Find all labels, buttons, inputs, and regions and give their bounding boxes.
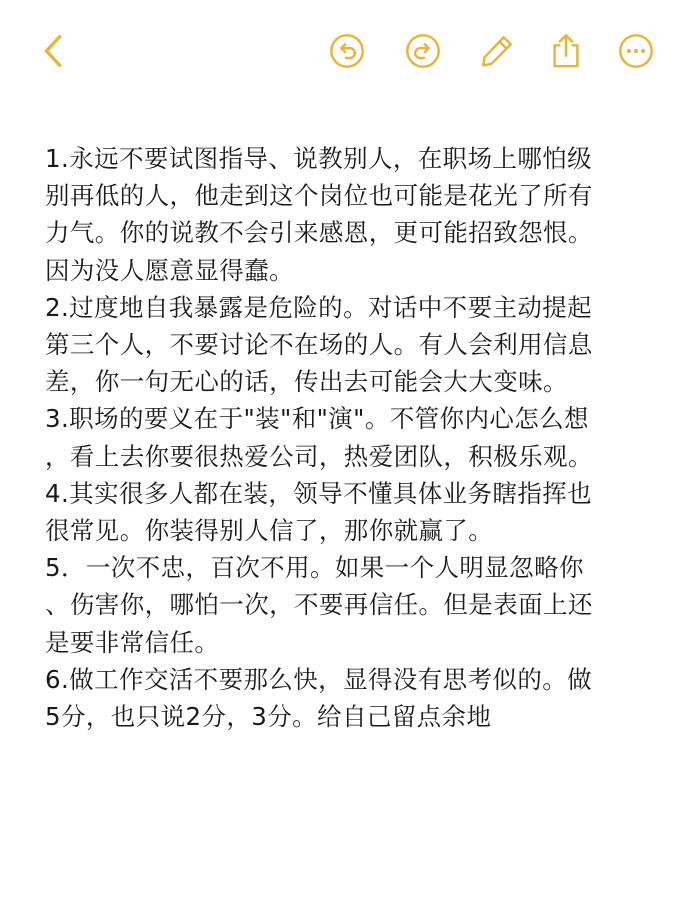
share-icon xyxy=(547,32,585,70)
back-chevron-icon xyxy=(34,32,72,70)
note-body[interactable] xyxy=(45,140,675,735)
note-line: 3.职场的要义在于"装"和"演"。不管你内心怎么想 xyxy=(45,404,589,434)
note-line: 很常见。你装得别人信了，那你就赢了。 xyxy=(45,516,494,546)
note-line: 因为没人愿意显得蠢。 xyxy=(45,255,294,285)
back-button[interactable] xyxy=(32,30,74,72)
more-icon xyxy=(617,32,655,70)
note-line: 5．一次不忠，百次不用。如果一个人明显忽略你 xyxy=(45,553,584,583)
redo-icon xyxy=(404,32,442,70)
note-line: ，看上去你要很热爱公司，热爱团队，积极乐观。 xyxy=(45,441,593,471)
note-line: 6.做工作交活不要那么快，显得没有思考似的。做 xyxy=(45,664,593,694)
note-line: 、伤害你，哪怕一次，不要再信任。但是表面上还 xyxy=(45,590,593,620)
note-line: 别再低的人，他走到这个岗位也可能是花光了所有 xyxy=(45,181,593,211)
note-line: 1.永远不要试图指导、说教别人，在职场上哪怕级 xyxy=(45,144,593,173)
note-line: 2.过度地自我暴露是危险的。对话中不要主动提起 xyxy=(45,292,593,322)
share-button[interactable] xyxy=(545,30,587,72)
redo-button[interactable] xyxy=(402,30,444,72)
pencil-icon xyxy=(478,32,516,70)
note-line: 力气。你的说教不会引来感恩，更可能招致怨恨。 xyxy=(45,218,593,248)
note-line: 是要非常信任。 xyxy=(45,627,220,657)
note-line: 差，你一句无心的话，传出去可能会大大变味。 xyxy=(45,367,568,397)
undo-icon xyxy=(328,32,366,70)
note-line: 5分，也只说2分，3分。给自己留点余地 xyxy=(45,702,492,732)
undo-button[interactable] xyxy=(326,30,368,72)
note-line: 第三个人，不要讨论不在场的人。有人会利用信息 xyxy=(45,330,593,360)
note-line: 4.其实很多人都在装，领导不懂具体业务瞎指挥也 xyxy=(45,478,593,508)
edit-button[interactable] xyxy=(476,30,518,72)
more-button[interactable] xyxy=(615,30,657,72)
note-toolbar xyxy=(0,0,690,100)
